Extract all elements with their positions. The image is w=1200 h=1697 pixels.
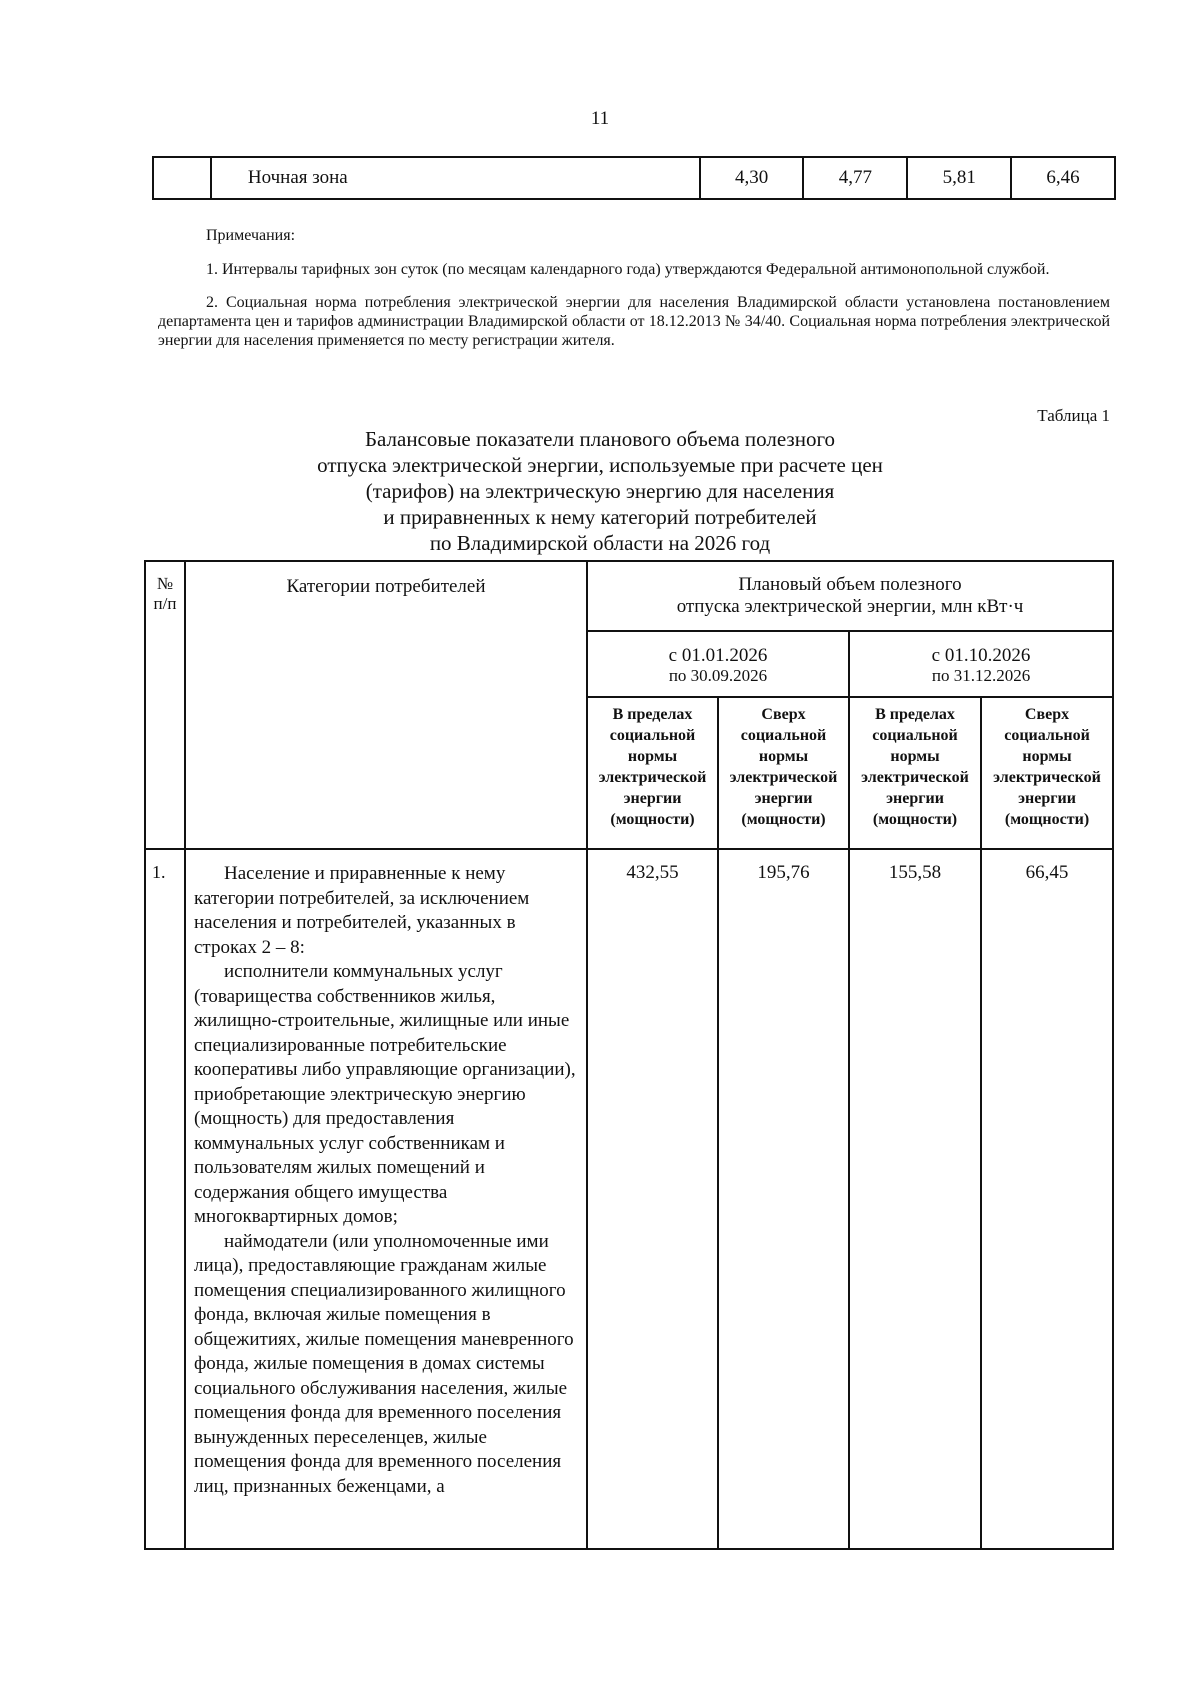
value-cell: 4,77	[803, 157, 907, 199]
empty-cell	[153, 157, 211, 199]
notes-section	[158, 226, 1110, 350]
tariff-table-continuation	[152, 156, 1116, 200]
category-paragraph: Население и приравненные к нему категории потребителей, за исключением населения и потребителей, указанных в строках 2 – 8:	[194, 863, 530, 958]
header-within-norm: В пределах социальной нормы электрической энергии (мощности)	[849, 697, 981, 849]
category-description	[185, 849, 587, 1549]
header-planned-volume: Плановый объем полезного отпуска электрической энергии, млн кВт·ч	[587, 561, 1113, 631]
note-item: 2. Социальная норма потребления электрической энергии для населения Владимирской области установлена постановлением департамента цен и тарифов администрации Владимирской области от 18.12.2013 № 34/40. Социальная норма потребления электрической энергии для населения применяется по месту регистрации жителя.	[158, 294, 1110, 349]
header-row	[145, 561, 1113, 631]
balance-indicators-table	[144, 560, 1114, 1550]
value-cell: 195,76	[718, 849, 849, 1549]
header-period: с 01.10.2026 по 31.12.2026	[849, 631, 1113, 697]
value-cell: 4,30	[700, 157, 804, 199]
table-title	[250, 426, 950, 556]
note-item: 1. Интервалы тарифных зон суток (по месяцам календарного года) утверждаются Федеральной антимонопольной службой.	[206, 261, 1050, 278]
category-paragraph: наймодатели (или уполномоченные ими лица), предоставляющие гражданам жилые помещения специализированного жилищного фонда, включая жилые помещения в общежитиях, жилые помещения маневренного фонда, жилые помещения в домах системы социального обслуживания населения, жилые помещения фонда для временного поселения вынужденных переселенцев, жилые помещения фонда для временного поселения лиц, признанных беженцами, а	[194, 1230, 574, 1497]
zone-label: Ночная зона	[211, 157, 700, 199]
table-label: Таблица 1	[1037, 406, 1110, 425]
title-line: (тарифов) на электрическую энергию для населения	[365, 479, 835, 503]
value-cell: 432,55	[587, 849, 718, 1549]
notes-title: Примечания:	[206, 227, 296, 244]
value-cell: 66,45	[981, 849, 1113, 1549]
header-above-norm: Сверх социальной нормы электрической энергии (мощности)	[718, 697, 849, 849]
title-line: и приравненных к нему категорий потребителей	[383, 505, 817, 529]
category-paragraph: исполнители коммунальных услуг (товарищества собственников жилья, жилищно-строительные, жилищные или иные специализированные потребительские кооперативы либо управляющие организации), приобретающие электрическую энергию (мощность) для предоставления коммунальных услуг собственникам и пользователям жилых помещений и содержания общего имущества многоквартирных домов;	[194, 961, 576, 1227]
value-cell: 155,58	[849, 849, 981, 1549]
table-row	[145, 849, 1113, 1549]
header-number: № п/п	[145, 561, 185, 849]
header-above-norm: Сверх социальной нормы электрической энергии (мощности)	[981, 697, 1113, 849]
table-row	[153, 157, 1115, 199]
header-within-norm: В пределах социальной нормы электрической энергии (мощности)	[587, 697, 718, 849]
title-line: по Владимирской области на 2026 год	[429, 531, 771, 555]
header-period: с 01.01.2026 по 30.09.2026	[587, 631, 849, 697]
page-number: 11	[590, 108, 610, 129]
value-cell: 5,81	[907, 157, 1011, 199]
value-cell: 6,46	[1011, 157, 1115, 199]
title-line: Балансовые показатели планового объема полезного	[364, 427, 836, 451]
title-line: отпуска электрической энергии, используемые при расчете цен	[317, 453, 883, 477]
row-number: 1.	[145, 849, 185, 1549]
header-category: Категории потребителей	[185, 561, 587, 849]
